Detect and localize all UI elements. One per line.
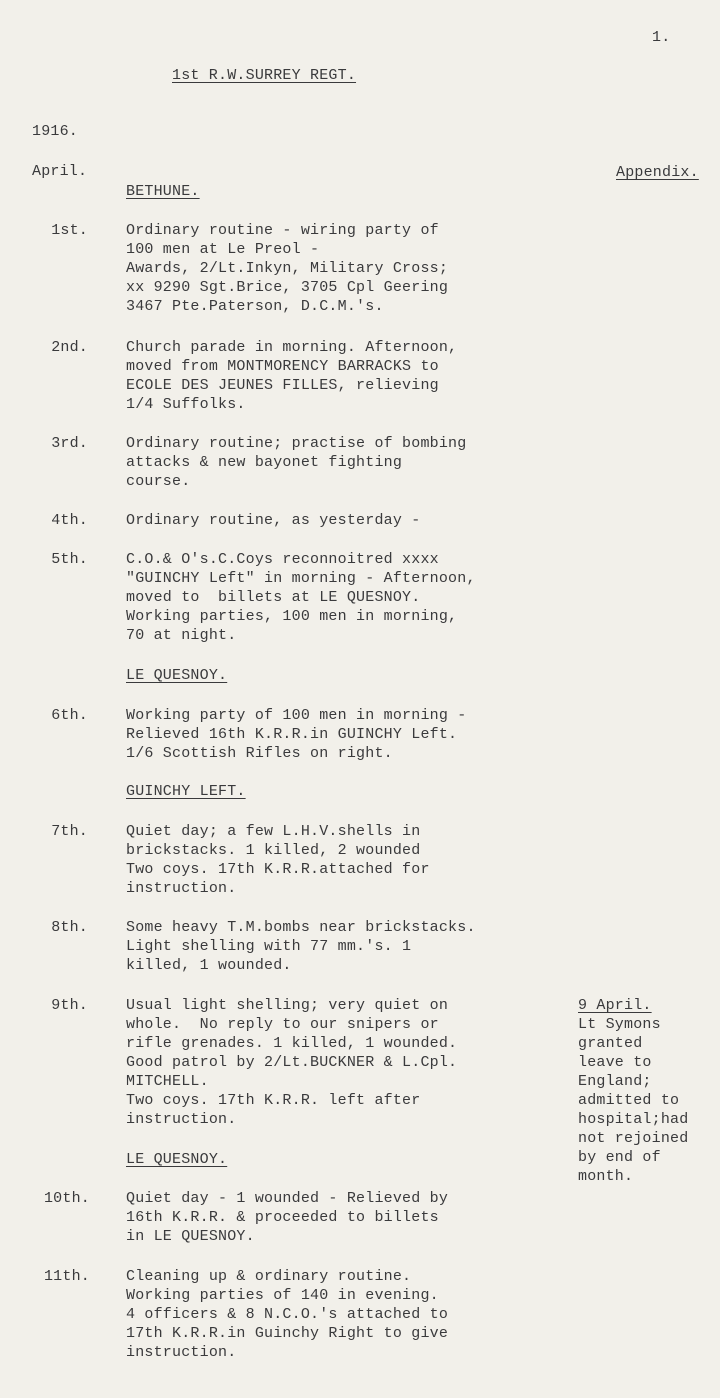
- location-heading-bethune: BETHUNE.: [126, 183, 200, 200]
- entry-line: xx 9290 Sgt.Brice, 3705 Cpl Geering: [126, 279, 449, 296]
- entry-line: Ordinary routine, as yesterday -: [126, 512, 421, 529]
- entry-line: MITCHELL.: [126, 1073, 209, 1090]
- location-heading-guinchy-left: GUINCHY LEFT.: [126, 783, 246, 800]
- page-number: 1.: [652, 29, 671, 46]
- entry-date: 11th.: [43, 1268, 90, 1285]
- entry-line: Usual light shelling; very quiet on: [126, 997, 449, 1014]
- month-label: April.: [32, 163, 88, 180]
- entry-line: whole. No reply to our snipers or: [126, 1016, 439, 1033]
- entry-date: 8th.: [51, 919, 88, 936]
- appendix-note-line: not rejoined: [578, 1130, 689, 1147]
- appendix-label: Appendix.: [616, 164, 699, 181]
- entry-text: [126, 996, 576, 1129]
- entry-line: rifle grenades. 1 killed, 1 wounded.: [126, 1035, 458, 1052]
- entry-line: Quiet day; a few L.H.V.shells in: [126, 823, 421, 840]
- page-title: 1st R.W.SURREY REGT.: [172, 67, 357, 84]
- entry-line: moved from MONTMORENCY BARRACKS to: [126, 358, 439, 375]
- appendix-note: [578, 996, 720, 1186]
- entry-date: 9th.: [51, 997, 88, 1014]
- entry-date: 4th.: [51, 512, 88, 529]
- appendix-note-line: leave to: [578, 1054, 652, 1071]
- appendix-note-title: 9 April.: [578, 997, 652, 1014]
- entry-line: Working parties, 100 men in morning,: [126, 608, 458, 625]
- entry-text: [126, 1267, 576, 1362]
- entry-line: Awards, 2/Lt.Inkyn, Military Cross;: [126, 260, 449, 277]
- entry-line: Light shelling with 77 mm.'s. 1: [126, 938, 412, 955]
- entry-date: 7th.: [51, 823, 88, 840]
- location-heading-le-quesnoy: LE QUESNOY.: [126, 667, 228, 684]
- entry-text: [126, 511, 576, 530]
- entry-line: moved to billets at LE QUESNOY.: [126, 589, 421, 606]
- entry-line: 3467 Pte.Paterson, D.C.M.'s.: [126, 298, 384, 315]
- entry-line: Working parties of 140 in evening.: [126, 1287, 439, 1304]
- entry-line: 70 at night.: [126, 627, 237, 644]
- entry-line: Church parade in morning. Afternoon,: [126, 339, 458, 356]
- entry-text: [126, 550, 576, 645]
- entry-line: Two coys. 17th K.R.R. left after: [126, 1092, 421, 1109]
- entry-line: instruction.: [126, 880, 237, 897]
- entry-line: Quiet day - 1 wounded - Relieved by: [126, 1190, 449, 1207]
- entry-line: brickstacks. 1 killed, 2 wounded: [126, 842, 421, 859]
- entry-date: 5th.: [51, 551, 88, 568]
- entry-text: [126, 221, 576, 316]
- entry-line: Cleaning up & ordinary routine.: [126, 1268, 412, 1285]
- entry-date: 2nd.: [51, 339, 88, 356]
- entry-line: 16th K.R.R. & proceeded to billets: [126, 1209, 439, 1226]
- entry-text: [126, 434, 576, 491]
- appendix-note-line: by end of: [578, 1149, 661, 1166]
- entry-line: instruction.: [126, 1111, 237, 1128]
- entry-line: 17th K.R.R.in Guinchy Right to give: [126, 1325, 449, 1342]
- entry-line: 100 men at Le Preol -: [126, 241, 320, 258]
- entry-line: Relieved 16th K.R.R.in GUINCHY Left.: [126, 726, 458, 743]
- entry-line: Ordinary routine; practise of bombing: [126, 435, 467, 452]
- location-heading-le-quesnoy-2: LE QUESNOY.: [126, 1151, 228, 1168]
- appendix-note-line: England;: [578, 1073, 652, 1090]
- appendix-note-line: Lt Symons: [578, 1016, 661, 1033]
- entry-text: [126, 338, 576, 414]
- entry-line: Two coys. 17th K.R.R.attached for: [126, 861, 430, 878]
- entry-line: Working party of 100 men in morning -: [126, 707, 467, 724]
- entry-text: [126, 918, 576, 975]
- entry-line: "GUINCHY Left" in morning - Afternoon,: [126, 570, 476, 587]
- entry-date: 3rd.: [51, 435, 88, 452]
- entry-line: Good patrol by 2/Lt.BUCKNER & L.Cpl.: [126, 1054, 458, 1071]
- entry-line: 1/6 Scottish Rifles on right.: [126, 745, 393, 762]
- entry-date: 10th.: [43, 1190, 90, 1207]
- entry-line: killed, 1 wounded.: [126, 957, 292, 974]
- entry-line: instruction.: [126, 1344, 237, 1361]
- entry-text: [126, 1189, 576, 1246]
- appendix-note-line: month.: [578, 1168, 634, 1185]
- entry-text: [126, 822, 576, 898]
- entry-line: in LE QUESNOY.: [126, 1228, 255, 1245]
- entry-line: ECOLE DES JEUNES FILLES, relieving: [126, 377, 439, 394]
- entry-line: C.O.& O's.C.Coys reconnoitred xxxx: [126, 551, 439, 568]
- entry-date: 6th.: [51, 707, 88, 724]
- year-label: 1916.: [32, 123, 79, 140]
- entry-line: attacks & new bayonet fighting: [126, 454, 403, 471]
- entry-text: [126, 706, 576, 763]
- appendix-note-line: granted: [578, 1035, 643, 1052]
- appendix-note-line: admitted to: [578, 1092, 680, 1109]
- entry-line: 4 officers & 8 N.C.O.'s attached to: [126, 1306, 449, 1323]
- entry-date: 1st.: [51, 222, 88, 239]
- entry-line: Some heavy T.M.bombs near brickstacks.: [126, 919, 476, 936]
- entry-line: Ordinary routine - wiring party of: [126, 222, 439, 239]
- entry-line: course.: [126, 473, 191, 490]
- entry-line: 1/4 Suffolks.: [126, 396, 246, 413]
- appendix-note-line: hospital;had: [578, 1111, 689, 1128]
